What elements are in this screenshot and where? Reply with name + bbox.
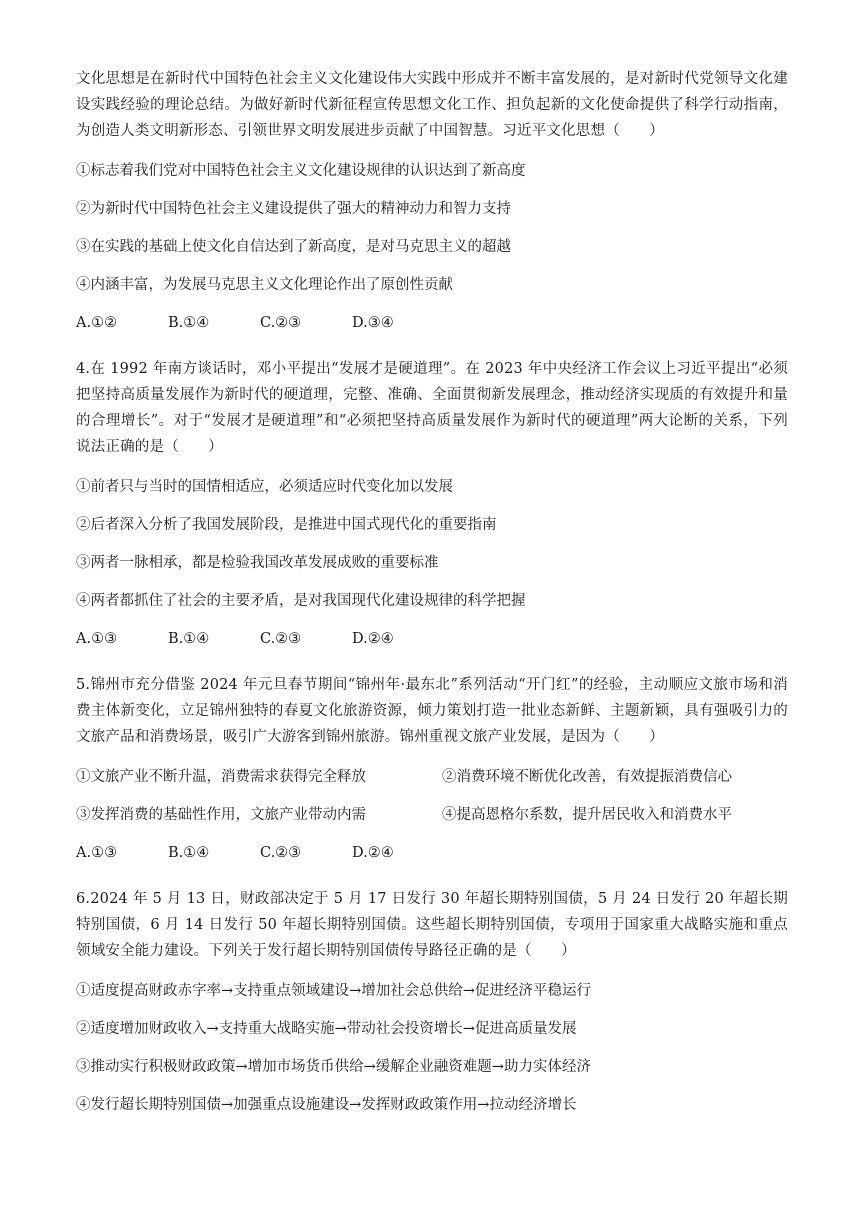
option-d: D.②④ — [352, 631, 394, 647]
exam-page — [76, 66, 788, 1118]
statement: ②后者深入分析了我国发展阶段，是推进中国式现代化的重要指南 — [76, 517, 497, 533]
answer-options — [76, 310, 788, 336]
statement: ③两者一脉相承，都是检验我国改革发展成败的重要标准 — [76, 555, 439, 571]
question-3 — [76, 66, 788, 336]
option-a: A.①② — [76, 315, 118, 331]
statement: ④内涵丰富，为发展马克思主义文化理论作出了原创性贡献 — [76, 277, 453, 293]
option-d: D.③④ — [352, 315, 394, 331]
statement: ③在实践的基础上使文化自信达到了新高度，是对马克思主义的超越 — [76, 239, 511, 255]
option-b: B.①④ — [168, 631, 210, 647]
option-b: B.①④ — [168, 845, 210, 861]
answer-options — [76, 626, 788, 652]
question-stem: 4.在 1992 年南方谈话时，邓小平提出“发展才是硬道理”。在 2023 年中央经济工作会议上习近平提出“必须把坚持高质量发展作为新时代的硬道理，完整、准确、全面贯彻新发展理念，推动经济实现质的有效提升和量的合理增长”。对于“发展才是硬道理”和“必须把坚持高质量发展作为新时代的硬道理”两大论断的关系，下列说法正确的是（ ） — [76, 361, 788, 455]
question-stem: 5.锦州市充分借鉴 2024 年元旦春节期间“锦州年·最东北”系列活动“开门红”的经验，主动顺应文旅市场和消费主体新变化，立足锦州独特的春夏文化旅游资源，倾力策划打造一批业态新鲜、主题新颖，具有强吸引力的文旅产品和消费场景，吸引广大游客到锦州旅游。锦州重视文旅产业发展，是因为（ ） — [76, 677, 788, 745]
option-a: A.①③ — [76, 631, 118, 647]
option-d: D.②④ — [352, 845, 394, 861]
statement: ②消费环境不断优化改善，有效提振消费信心 — [442, 769, 732, 785]
statement: ②为新时代中国特色社会主义建设提供了强大的精神动力和智力支持 — [76, 201, 511, 217]
statement: ④发行超长期特别国债→加强重点设施建设→发挥财政政策作用→拉动经济增长 — [76, 1097, 577, 1113]
statement: ①前者只与当时的国情相适应，必须适应时代变化加以发展 — [76, 479, 453, 495]
option-c: C.②③ — [260, 315, 302, 331]
question-stem: 文化思想是在新时代中国特色社会主义文化建设伟大实践中形成并不断丰富发展的，是对新时代党领导文化建设实践经验的理论总结。为做好新时代新征程宣传思想文化工作、担负起新的文化使命提供了科学行动指南，为创造人类文明新形态、引领世界文明发展进步贡献了中国智慧。习近平文化思想（ ） — [76, 71, 788, 139]
question-6 — [76, 886, 788, 1118]
statement-row — [76, 802, 788, 828]
statement: ①标志着我们党对中国特色社会主义文化建设规律的认识达到了新高度 — [76, 163, 526, 179]
option-c: C.②③ — [260, 631, 302, 647]
statement: ①文旅产业不断升温，消费需求获得完全释放 — [76, 769, 366, 785]
option-c: C.②③ — [260, 845, 302, 861]
question-stem: 6.2024 年 5 月 13 日，财政部决定于 5 月 17 日发行 30 年超长期特别国债，5 月 24 日发行 20 年超长期特别国债，6 月 14 日发行 50 年超长期特别国债。这些超长期特别国债，专项用于国家重大战略实施和重点领域安全能力建设。下列关于发行超长期特别国债传导路径正确的是（ ） — [76, 891, 788, 959]
statement: ①适度提高财政赤字率→支持重点领域建设→增加社会总供给→促进经济平稳运行 — [76, 983, 591, 999]
statement: ④提高恩格尔系数，提升居民收入和消费水平 — [442, 807, 732, 823]
statement: ②适度增加财政收入→支持重大战略实施→带动社会投资增长→促进高质量发展 — [76, 1021, 577, 1037]
statement: ③推动实行积极财政政策→增加市场货币供给→缓解企业融资难题→助力实体经济 — [76, 1059, 591, 1075]
statement-row — [76, 764, 788, 790]
question-5 — [76, 672, 788, 866]
question-4 — [76, 356, 788, 652]
statement: ④两者都抓住了社会的主要矛盾，是对我国现代化建设规律的科学把握 — [76, 593, 526, 609]
answer-options — [76, 840, 788, 866]
option-a: A.①③ — [76, 845, 118, 861]
statement: ③发挥消费的基础性作用，文旅产业带动内需 — [76, 807, 366, 823]
option-b: B.①④ — [168, 315, 210, 331]
